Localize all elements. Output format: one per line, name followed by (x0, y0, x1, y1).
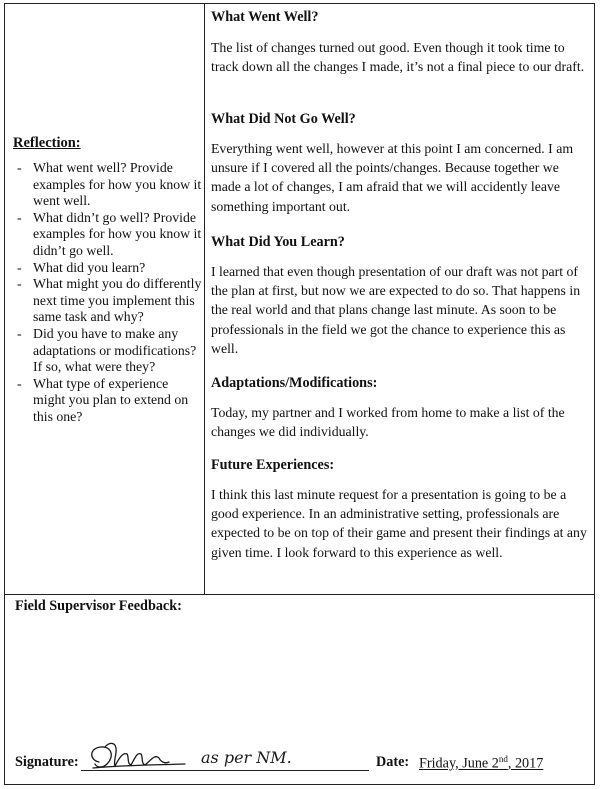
date-label: Date: (376, 754, 410, 770)
prompt-item: - What didn’t go well? Provide examples for how you know it didn’t go well. (13, 210, 203, 260)
feedback-title: Field Supervisor Feedback: (15, 598, 182, 614)
reflection-form (4, 3, 595, 785)
signature-label: Signature: (15, 754, 79, 770)
section-adaptations (211, 374, 589, 441)
section-heading: What Went Well? (211, 9, 319, 25)
prompt-column (5, 4, 205, 594)
section-divider (5, 594, 594, 595)
prompt-item: - What did you learn? (13, 260, 203, 277)
section-body: Today, my partner and I worked from home to make a list of the changes we did individually. (211, 405, 565, 440)
section-heading: Future Experiences: (211, 457, 335, 473)
section-body: The list of changes turned out good. Even though it took time to track down all the changes I made, it’s not a final piece to our draft. (211, 40, 585, 75)
reflection-prompt-list (13, 160, 203, 426)
prompt-item: - Did you have to make any adaptations or modifications? If so, what were they? (13, 326, 203, 376)
handwritten-signature (85, 738, 315, 774)
section-body: Everything went well, however at this point I am concerned. I am unsure if I covered all the points/changes. Because together we made a lot of changes, I am afraid that we will accidently leave something important out. (211, 141, 574, 214)
response-column (205, 4, 594, 594)
prompt-item: - What might you do differently next time you implement this same task and why? (13, 276, 203, 326)
section-heading: What Did Not Go Well? (211, 111, 356, 127)
svg-text:as per NM.: as per NM. (201, 748, 292, 767)
date-value: Friday, June 2nd, 2017 (419, 754, 544, 772)
prompt-item: - What went well? Provide examples for how you know it went well. (13, 160, 203, 210)
section-learned (211, 233, 589, 358)
section-body: I think this last minute request for a presentation is going to be a good experience. In an administrative setting, professionals are expected to be on top of their game and present their findings at any given time. I look forward to this experience as well. (211, 487, 587, 560)
section-not-well (211, 110, 589, 216)
reflection-title: Reflection: (13, 135, 81, 151)
section-future (211, 456, 589, 562)
prompt-item: - What type of experience might you plan to extend on this one? (13, 376, 203, 426)
section-heading: What Did You Learn? (211, 234, 345, 250)
section-went-well (211, 8, 589, 76)
signature-row (15, 750, 590, 778)
section-heading: Adaptations/Modifications: (211, 375, 378, 391)
section-body: I learned that even though presentation of our draft was not part of the plan at first, but now we are expected to do so. That happens in the real world and that plans change last minute. As soon to be professionals in the field we got the chance to experience this as well. (211, 264, 581, 356)
